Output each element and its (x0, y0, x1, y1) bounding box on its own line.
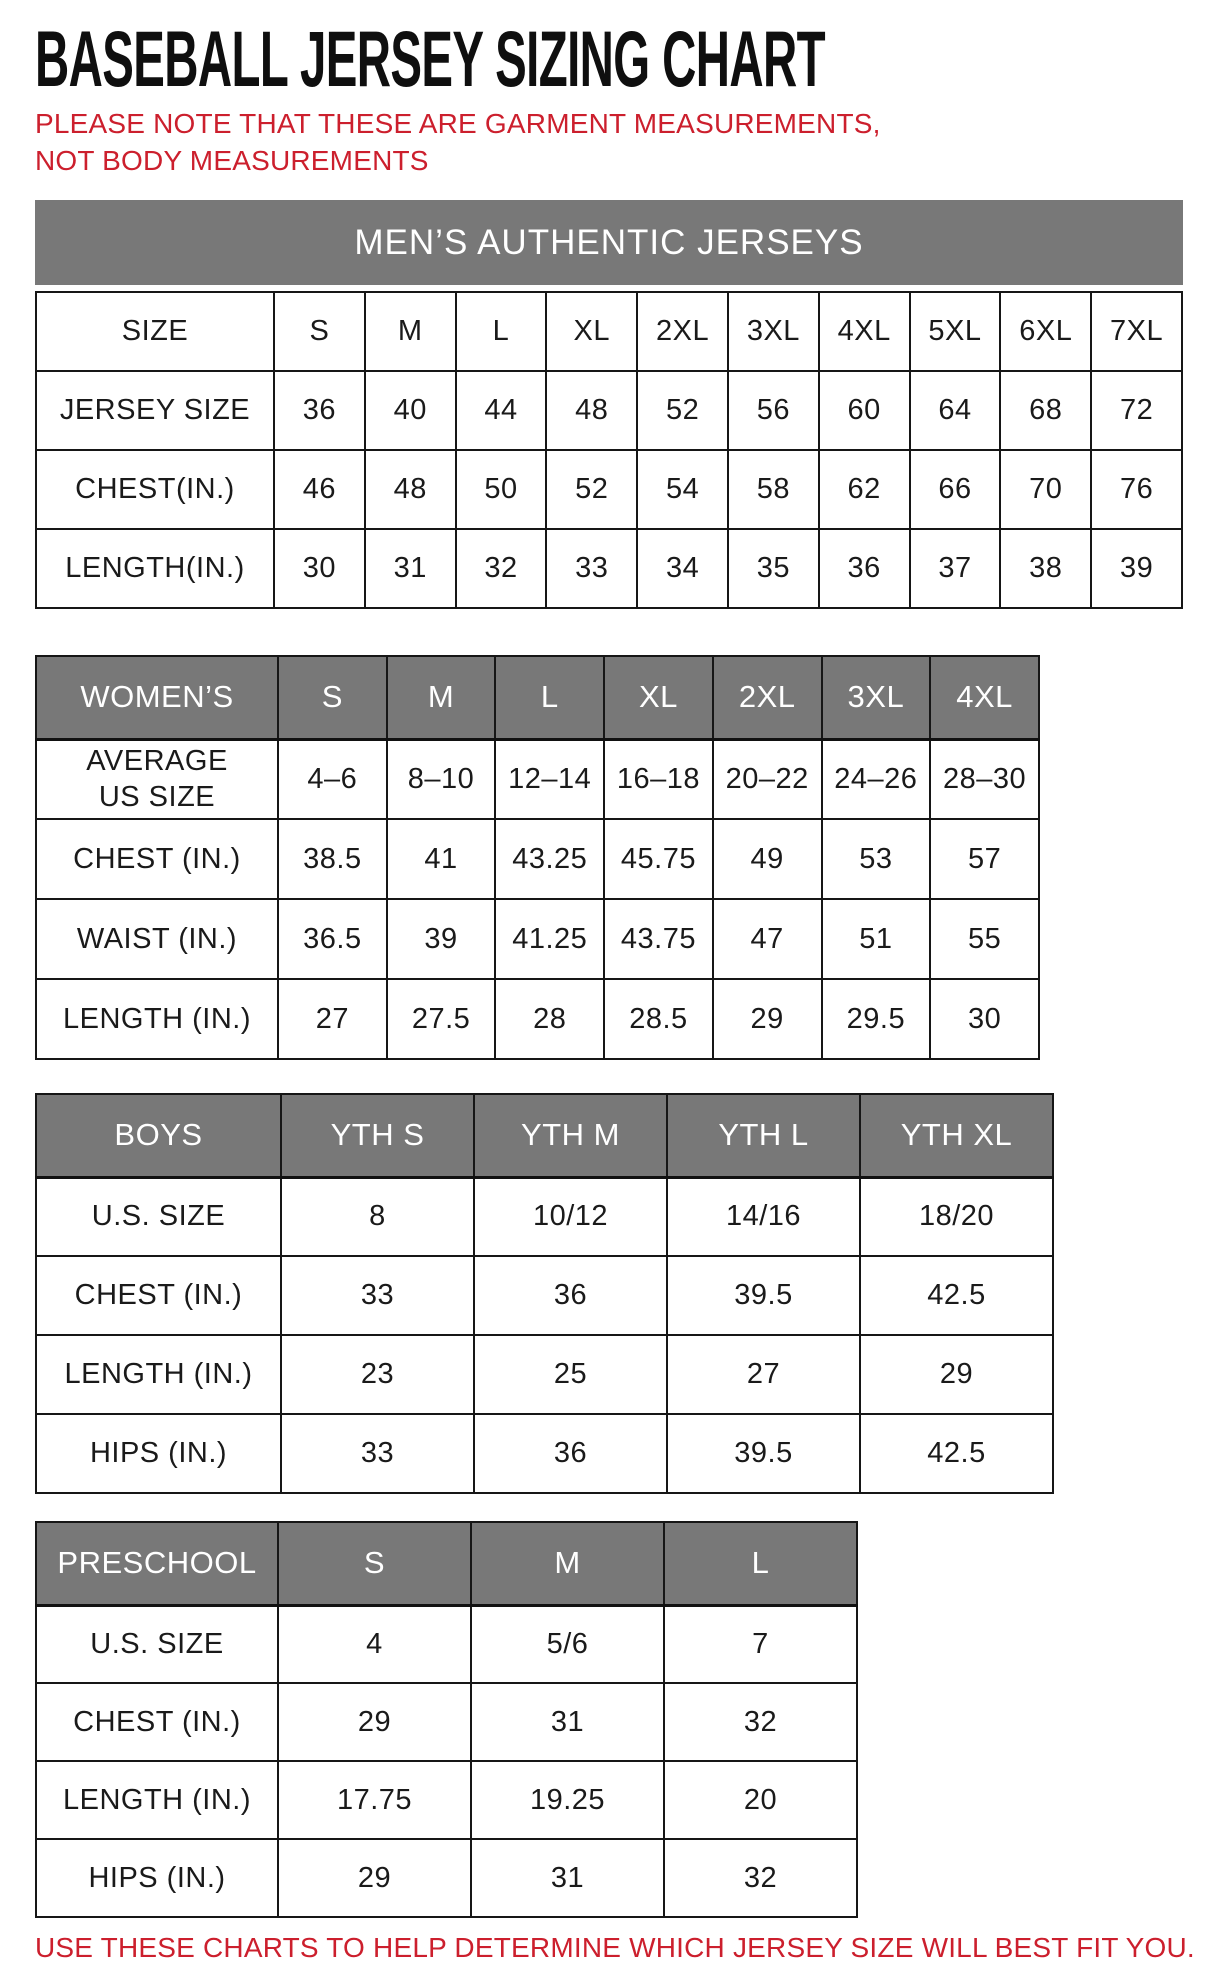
row-label-cell: PRESCHOOL (36, 1522, 278, 1605)
row-label-cell: SIZE (36, 292, 274, 371)
value-cell: 36 (474, 1256, 667, 1335)
value-cell: 31 (365, 529, 456, 608)
row-label-cell: BOYS (36, 1094, 281, 1177)
value-cell: 39 (387, 899, 496, 979)
value-cell: 55 (930, 899, 1039, 979)
value-cell: 70 (1000, 450, 1091, 529)
column-header-cell: XL (546, 292, 637, 371)
column-header-cell: YTH M (474, 1094, 667, 1177)
womens-header-row (36, 656, 1039, 739)
value-cell: 38 (1000, 529, 1091, 608)
value-cell: 24–26 (822, 739, 931, 819)
table-row (36, 1335, 1053, 1414)
row-label-cell: U.S. SIZE (36, 1605, 278, 1683)
table-row (36, 1256, 1053, 1335)
value-cell: 12–14 (495, 739, 604, 819)
value-cell: 56 (728, 371, 819, 450)
value-cell: 29 (860, 1335, 1053, 1414)
boys-table (35, 1093, 1054, 1494)
value-cell: 39 (1091, 529, 1182, 608)
row-label-cell: WOMEN’S (36, 656, 278, 739)
value-cell: 27 (667, 1335, 860, 1414)
row-label-cell: CHEST (IN.) (36, 1683, 278, 1761)
value-cell: 32 (456, 529, 547, 608)
column-header-cell: 7XL (1091, 292, 1182, 371)
value-cell: 33 (546, 529, 637, 608)
column-header-cell: 3XL (822, 656, 931, 739)
value-cell: 39.5 (667, 1414, 860, 1493)
column-header-cell: S (278, 1522, 471, 1605)
value-cell: 23 (281, 1335, 474, 1414)
value-cell: 27.5 (387, 979, 496, 1059)
value-cell: 4–6 (278, 739, 387, 819)
value-cell: 8–10 (387, 739, 496, 819)
value-cell: 40 (365, 371, 456, 450)
garment-measurement-note: PLEASE NOTE THAT THESE ARE GARMENT MEASUREMENTS, NOT BODY MEASUREMENTS (35, 108, 881, 176)
table-row (36, 1177, 1053, 1256)
column-header-cell: XL (604, 656, 713, 739)
value-cell: 20–22 (713, 739, 822, 819)
value-cell: 64 (910, 371, 1001, 450)
value-cell: 39.5 (667, 1256, 860, 1335)
value-cell: 36 (474, 1414, 667, 1493)
value-cell: 14/16 (667, 1177, 860, 1256)
value-cell: 32 (664, 1839, 857, 1917)
table-row (36, 899, 1039, 979)
value-cell: 20 (664, 1761, 857, 1839)
table-row (36, 1414, 1053, 1493)
column-header-cell: 2XL (637, 292, 728, 371)
value-cell: 76 (1091, 450, 1182, 529)
value-cell: 29 (278, 1683, 471, 1761)
row-label-cell: CHEST (IN.) (36, 819, 278, 899)
column-header-cell: 3XL (728, 292, 819, 371)
value-cell: 29.5 (822, 979, 931, 1059)
value-cell: 38.5 (278, 819, 387, 899)
row-label-cell: CHEST(IN.) (36, 450, 274, 529)
value-cell: 30 (930, 979, 1039, 1059)
row-label-cell: LENGTH(IN.) (36, 529, 274, 608)
value-cell: 41 (387, 819, 496, 899)
column-header-cell: 6XL (1000, 292, 1091, 371)
womens-table (35, 655, 1040, 1060)
fit-advice-note: USE THESE CHARTS TO HELP DETERMINE WHICH JERSEY SIZE WILL BEST FIT YOU. (35, 1932, 1195, 1963)
value-cell: 42.5 (860, 1414, 1053, 1493)
table-row (36, 1683, 857, 1761)
value-cell: 36.5 (278, 899, 387, 979)
value-cell: 52 (546, 450, 637, 529)
row-label-cell: HIPS (IN.) (36, 1839, 278, 1917)
value-cell: 31 (471, 1839, 664, 1917)
value-cell: 42.5 (860, 1256, 1053, 1335)
value-cell: 35 (728, 529, 819, 608)
value-cell: 48 (365, 450, 456, 529)
value-cell: 43.75 (604, 899, 713, 979)
row-label-cell: HIPS (IN.) (36, 1414, 281, 1493)
value-cell: 48 (546, 371, 637, 450)
column-header-cell: L (456, 292, 547, 371)
table-row (36, 1761, 857, 1839)
preschool-section (35, 1521, 1185, 1918)
value-cell: 33 (281, 1256, 474, 1335)
column-header-cell: M (471, 1522, 664, 1605)
column-header-cell: YTH XL (860, 1094, 1053, 1177)
value-cell: 52 (637, 371, 728, 450)
column-header-cell: 5XL (910, 292, 1001, 371)
row-label-cell: CHEST (IN.) (36, 1256, 281, 1335)
row-label-cell: LENGTH (IN.) (36, 1761, 278, 1839)
table-row (36, 819, 1039, 899)
value-cell: 45.75 (604, 819, 713, 899)
table-row (36, 1605, 857, 1683)
table-row (36, 450, 1182, 529)
row-label-cell: LENGTH (IN.) (36, 1335, 281, 1414)
mens-header-row (36, 292, 1182, 371)
value-cell: 28–30 (930, 739, 1039, 819)
value-cell: 46 (274, 450, 365, 529)
value-cell: 29 (713, 979, 822, 1059)
row-label-cell: U.S. SIZE (36, 1177, 281, 1256)
value-cell: 66 (910, 450, 1001, 529)
column-header-cell: M (365, 292, 456, 371)
value-cell: 49 (713, 819, 822, 899)
row-label-cell: WAIST (IN.) (36, 899, 278, 979)
column-header-cell: 2XL (713, 656, 822, 739)
boys-header-row (36, 1094, 1053, 1177)
mens-banner: MEN’S AUTHENTIC JERSEYS (35, 200, 1183, 285)
value-cell: 8 (281, 1177, 474, 1256)
value-cell: 44 (456, 371, 547, 450)
table-row (36, 739, 1039, 819)
value-cell: 19.25 (471, 1761, 664, 1839)
value-cell: 50 (456, 450, 547, 529)
row-label-cell: JERSEY SIZE (36, 371, 274, 450)
value-cell: 57 (930, 819, 1039, 899)
value-cell: 41.25 (495, 899, 604, 979)
value-cell: 32 (664, 1683, 857, 1761)
value-cell: 72 (1091, 371, 1182, 450)
value-cell: 58 (728, 450, 819, 529)
value-cell: 62 (819, 450, 910, 529)
value-cell: 43.25 (495, 819, 604, 899)
mens-section (35, 200, 1185, 609)
value-cell: 17.75 (278, 1761, 471, 1839)
column-header-cell: YTH S (281, 1094, 474, 1177)
table-row (36, 529, 1182, 608)
value-cell: 36 (819, 529, 910, 608)
value-cell: 34 (637, 529, 728, 608)
boys-section (35, 1093, 1185, 1494)
value-cell: 51 (822, 899, 931, 979)
value-cell: 36 (274, 371, 365, 450)
column-header-cell: 4XL (819, 292, 910, 371)
mens-table (35, 291, 1183, 609)
value-cell: 16–18 (604, 739, 713, 819)
table-row (36, 1839, 857, 1917)
value-cell: 54 (637, 450, 728, 529)
value-cell: 28.5 (604, 979, 713, 1059)
value-cell: 27 (278, 979, 387, 1059)
value-cell: 18/20 (860, 1177, 1053, 1256)
value-cell: 31 (471, 1683, 664, 1761)
value-cell: 30 (274, 529, 365, 608)
value-cell: 10/12 (474, 1177, 667, 1256)
table-row (36, 371, 1182, 450)
value-cell: 4 (278, 1605, 471, 1683)
row-label-cell: LENGTH (IN.) (36, 979, 278, 1059)
column-header-cell: YTH L (667, 1094, 860, 1177)
womens-section (35, 655, 1185, 1060)
page-title: BASEBALL JERSEY SIZING CHART (35, 14, 826, 103)
value-cell: 25 (474, 1335, 667, 1414)
page-title-wrap (35, 14, 1185, 103)
value-cell: 68 (1000, 371, 1091, 450)
value-cell: 47 (713, 899, 822, 979)
value-cell: 28 (495, 979, 604, 1059)
column-header-cell: S (278, 656, 387, 739)
value-cell: 29 (278, 1839, 471, 1917)
column-header-cell: M (387, 656, 496, 739)
value-cell: 60 (819, 371, 910, 450)
table-row (36, 979, 1039, 1059)
column-header-cell: L (664, 1522, 857, 1605)
row-label-cell: AVERAGE US SIZE (36, 739, 278, 819)
value-cell: 5/6 (471, 1605, 664, 1683)
value-cell: 37 (910, 529, 1001, 608)
preschool-header-row (36, 1522, 857, 1605)
value-cell: 33 (281, 1414, 474, 1493)
value-cell: 7 (664, 1605, 857, 1683)
column-header-cell: S (274, 292, 365, 371)
column-header-cell: 4XL (930, 656, 1039, 739)
column-header-cell: L (495, 656, 604, 739)
value-cell: 53 (822, 819, 931, 899)
preschool-table (35, 1521, 858, 1918)
